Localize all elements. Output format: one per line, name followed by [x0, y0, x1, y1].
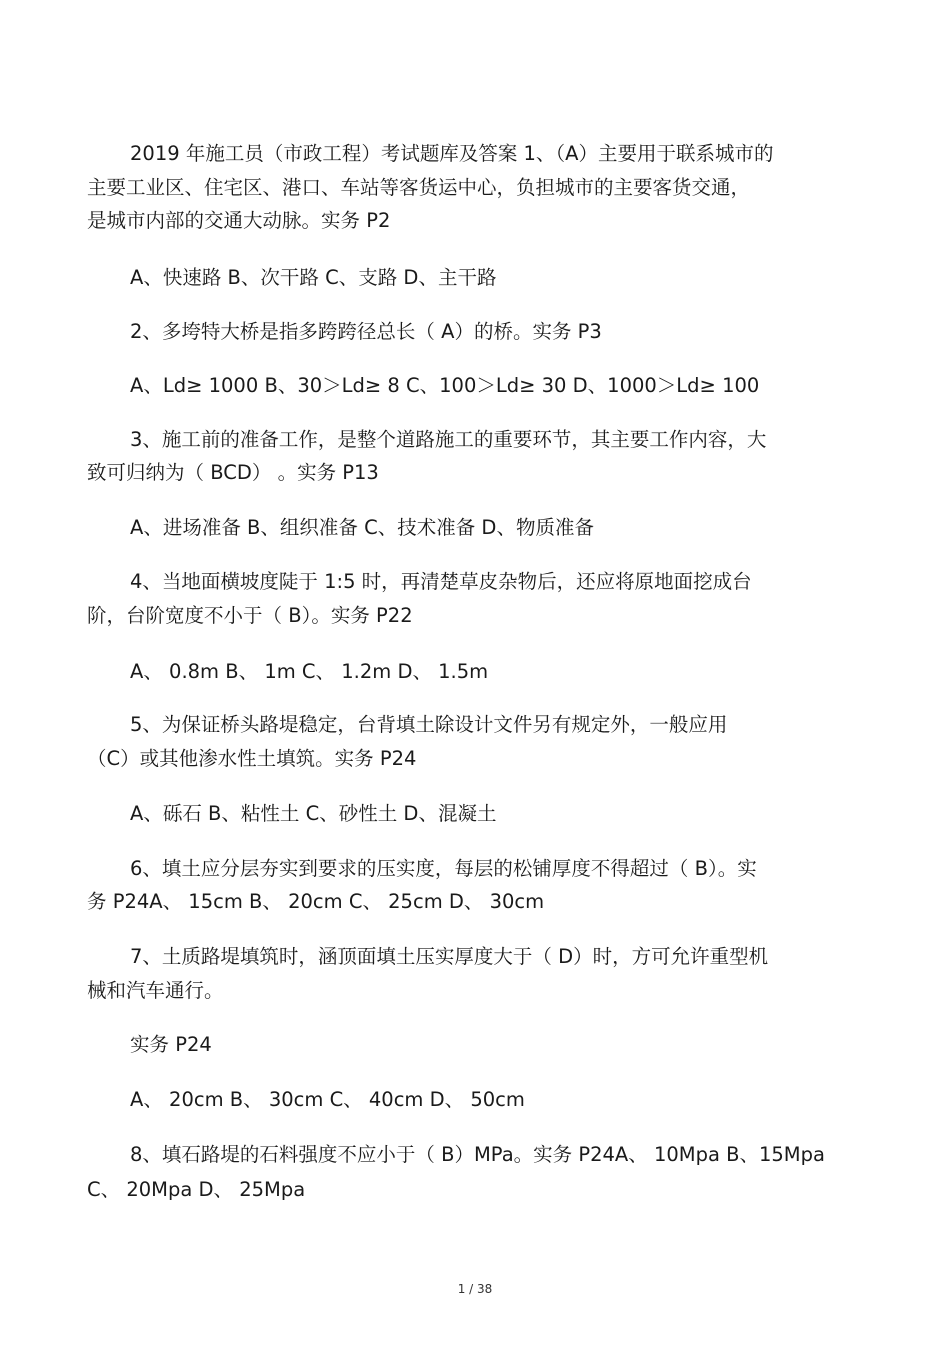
- text-line: 务 P24A、 15cm B、 20cm C、 25cm D、 30cm: [87, 890, 545, 913]
- text-line: 阶，台阶宽度不小于（ B）。实务 P22: [87, 604, 413, 627]
- text-line: 3、施工前的准备工作，是整个道路施工的重要环节，其主要工作内容，大: [130, 428, 767, 451]
- text-line: A、进场准备 B、组织准备 C、技术准备 D、物质准备: [130, 516, 594, 539]
- text-line: 7、土质路堤填筑时，涵顶面填土压实厚度大于（ D）时，方可允许重型机: [130, 945, 769, 968]
- text-line: 是城市内部的交通大动脉。实务 P2: [87, 209, 391, 232]
- text-line: A、砾石 B、粘性土 C、砂性土 D、混凝土: [130, 802, 497, 825]
- text-line: A、 20cm B、 30cm C、 40cm D、 50cm: [130, 1088, 525, 1111]
- text-line: 2019 年施工员（市政工程）考试题库及答案 1、（A）主要用于联系城市的: [130, 142, 774, 165]
- text-line: 实务 P24: [130, 1033, 212, 1056]
- text-line: 主要工业区、住宅区、港口、车站等客货运中心，负担城市的主要客货交通，: [87, 176, 751, 199]
- text-line: 6、填土应分层夯实到要求的压实度，每层的松铺厚度不得超过（ B）。实: [130, 857, 757, 880]
- page-number: 1 / 38: [457, 1282, 493, 1296]
- text-line: 8、填石路堤的石料强度不应小于（ B）MPa。实务 P24A、 10Mpa B、15Mpa: [130, 1143, 825, 1166]
- text-line: A、快速路 B、次干路 C、支路 D、主干路: [130, 266, 497, 289]
- text-line: 4、当地面横坡度陡于 1:5 时，再清楚草皮杂物后，还应将原地面挖成台: [130, 570, 752, 593]
- text-line: C、 20Mpa D、 25Mpa: [87, 1178, 306, 1201]
- text-line: 械和汽车通行。: [87, 979, 224, 1002]
- text-line: 2、多垮特大桥是指多跨跨径总长（ A）的桥。实务 P3: [130, 320, 602, 343]
- text-line: A、 0.8m B、 1m C、 1.2m D、 1.5m: [130, 660, 489, 683]
- text-line: （C）或其他渗水性土填筑。实务 P24: [87, 747, 417, 770]
- text-line: 致可归纳为（ BCD） 。实务 P13: [87, 461, 379, 484]
- text-line: 5、为保证桥头路堤稳定，台背填土除设计文件另有规定外，一般应用: [130, 713, 728, 736]
- text-line: A、Ld≥ 1000 B、30＞Ld≥ 8 C、100＞Ld≥ 30 D、1000＞Ld≥ 100: [130, 374, 760, 397]
